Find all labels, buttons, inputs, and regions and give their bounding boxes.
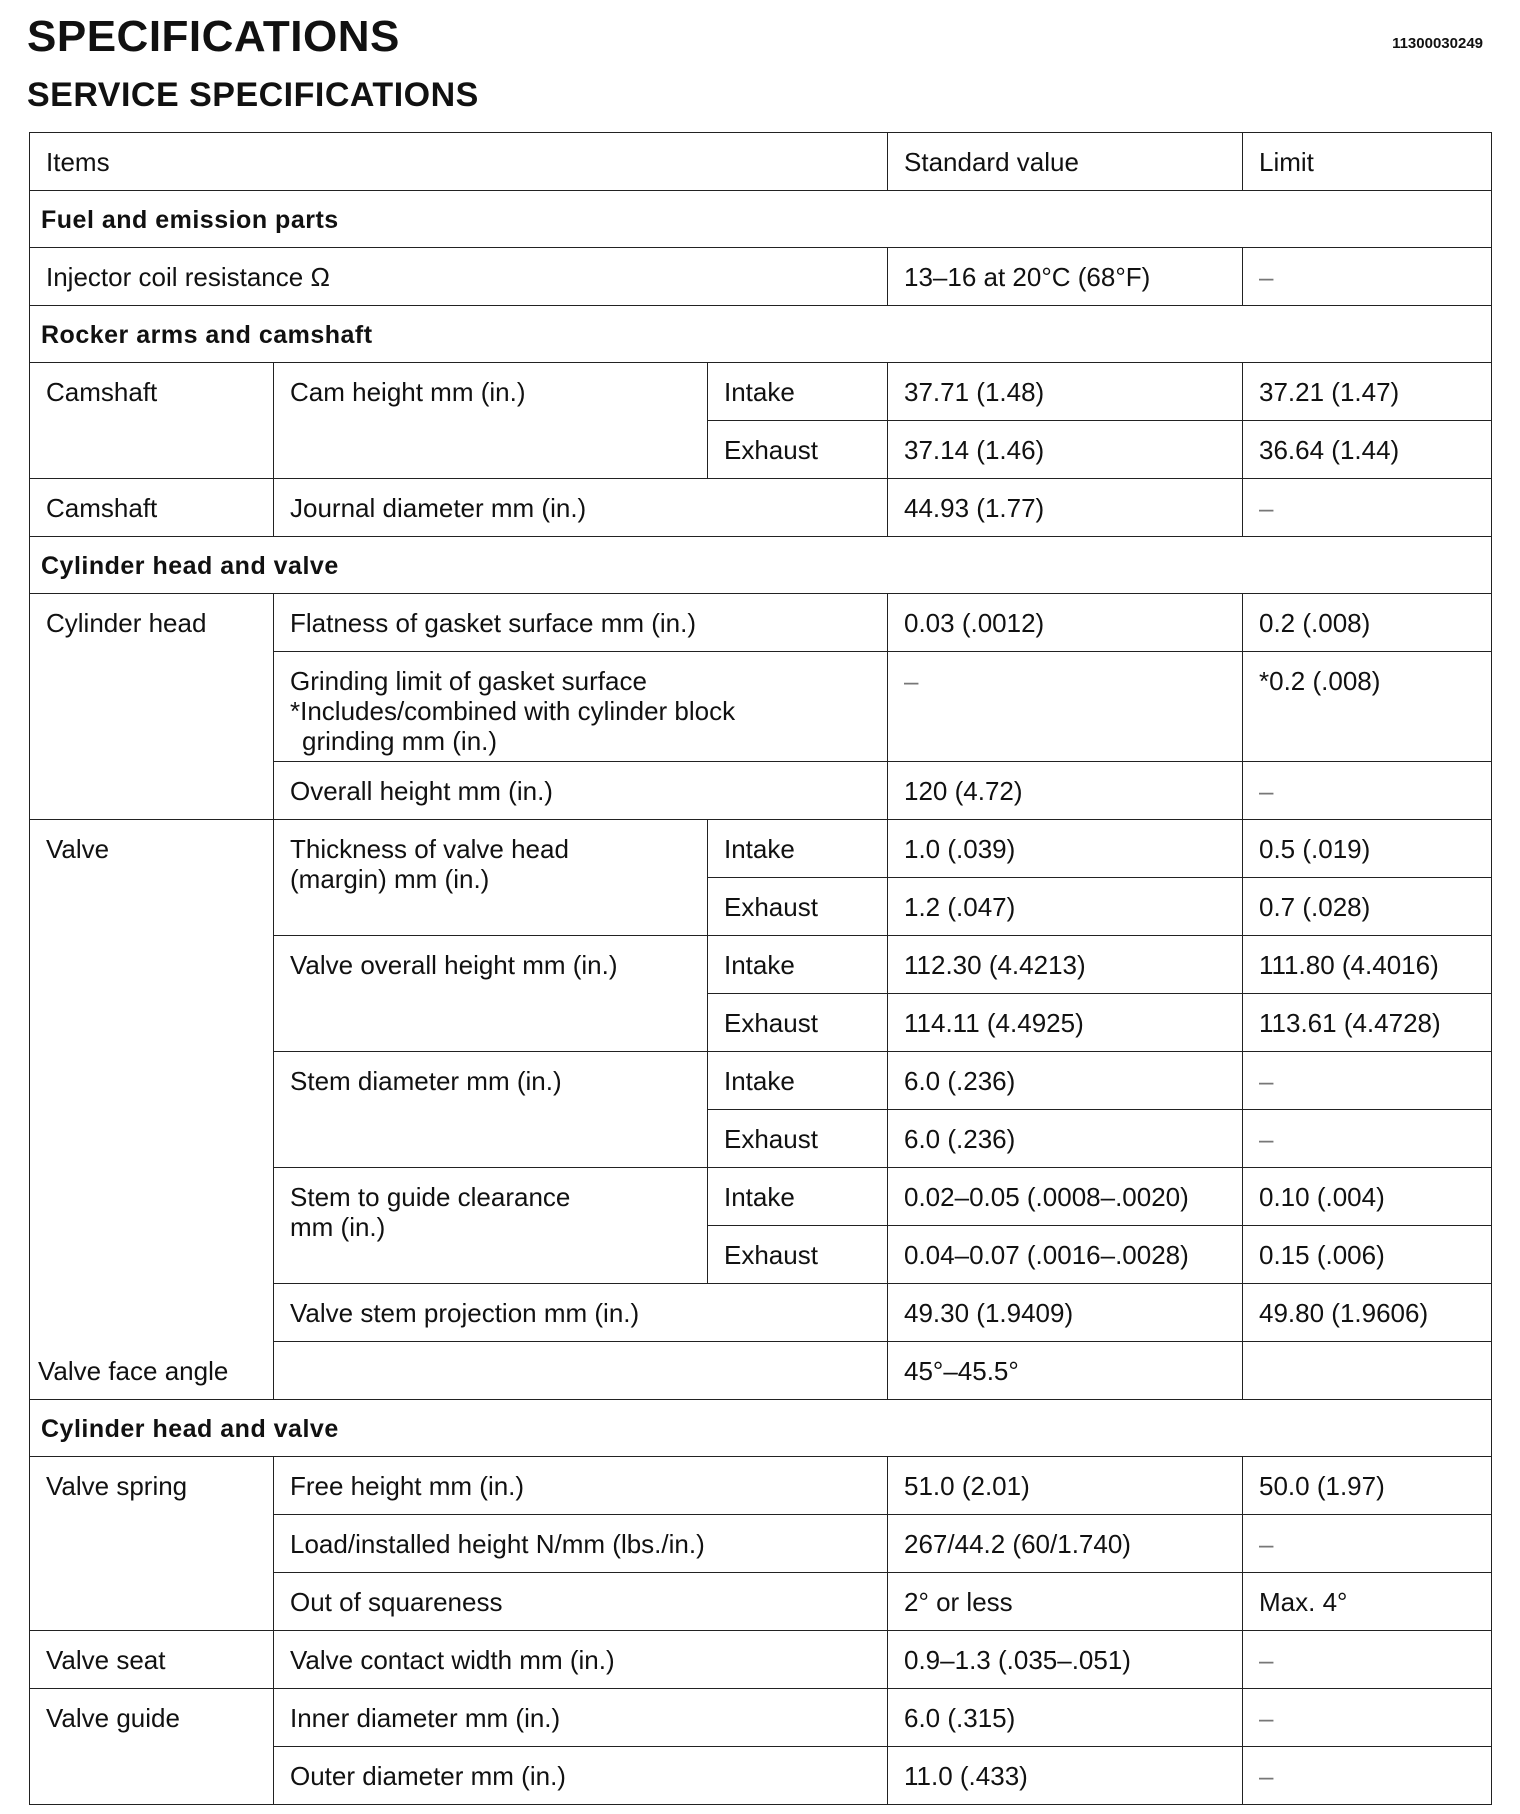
item-valve-guide: Valve guide [30,1689,274,1805]
grinding-line-1: Grinding limit of gasket surface [290,666,647,696]
section-heading-cylinder: Cylinder head and valve [30,537,1492,594]
sub-intake: Intake [708,363,888,421]
item-stem-guide-clearance [274,1168,708,1284]
std-valve-overall-intake: 112.30 (4.4213) [888,936,1243,994]
table-header-row [30,133,1492,191]
document-number: 11300030249 [1392,35,1483,52]
limit-inner-diameter: – [1243,1689,1492,1747]
limit-overall-height: – [1243,762,1492,820]
column-header-items: Items [30,133,888,191]
std-thickness-exhaust: 1.2 (.047) [888,878,1243,936]
item-overall-height: Overall height mm (in.) [274,762,888,820]
std-valve-face-angle: 45°–45.5° [888,1342,1243,1400]
section-subtitle: SERVICE SPECIFICATIONS [27,76,479,114]
std-cam-exhaust: 37.14 (1.46) [888,421,1243,479]
limit-load-installed-height: – [1243,1515,1492,1573]
table-row [30,820,1492,878]
item-stem-projection: Valve stem projection mm (in.) [274,1284,888,1342]
item-valve-spring: Valve spring [30,1457,274,1631]
section-row [30,537,1492,594]
item-cylinder-head: Cylinder head [30,594,274,820]
sub-exhaust: Exhaust [708,1226,888,1284]
item-cam-height: Cam height mm (in.) [274,363,708,479]
sub-exhaust: Exhaust [708,994,888,1052]
section-row [30,191,1492,248]
item-valve: Valve [30,820,274,1400]
std-grinding-limit: – [888,652,1243,762]
column-header-limit: Limit [1243,133,1492,191]
section-heading-cylinder-2: Cylinder head and valve [30,1400,1492,1457]
limit-stem-exhaust: – [1243,1110,1492,1168]
item-injector-coil: Injector coil resistance Ω [30,248,888,306]
std-clearance-exhaust: 0.04–0.07 (.0016–.0028) [888,1226,1243,1284]
item-outer-diameter: Outer diameter mm (in.) [274,1747,888,1805]
std-flatness: 0.03 (.0012) [888,594,1243,652]
thickness-line-1: Thickness of valve head [290,834,569,864]
table-row [30,479,1492,537]
limit-stem-intake: – [1243,1052,1492,1110]
std-out-of-squareness: 2° or less [888,1573,1243,1631]
std-overall-height: 120 (4.72) [888,762,1243,820]
limit-stem-projection: 49.80 (1.9606) [1243,1284,1492,1342]
limit-valve-face-angle [1243,1342,1492,1400]
std-stem-projection: 49.30 (1.9409) [888,1284,1243,1342]
sub-intake: Intake [708,936,888,994]
item-valve-overall-height: Valve overall height mm (in.) [274,936,708,1052]
std-cam-intake: 37.71 (1.48) [888,363,1243,421]
std-contact-width: 0.9–1.3 (.035–.051) [888,1631,1243,1689]
section-heading-rocker: Rocker arms and camshaft [30,306,1492,363]
std-free-height: 51.0 (2.01) [888,1457,1243,1515]
std-load-installed-height: 267/44.2 (60/1.740) [888,1515,1243,1573]
item-contact-width: Valve contact width mm (in.) [274,1631,888,1689]
limit-outer-diameter: – [1243,1747,1492,1805]
table-row [30,1457,1492,1515]
table-row [30,248,1492,306]
limit-valve-overall-exhaust: 113.61 (4.4728) [1243,994,1492,1052]
table-row [30,594,1492,652]
item-inner-diameter: Inner diameter mm (in.) [274,1689,888,1747]
table-row [30,1689,1492,1747]
limit-thickness-intake: 0.5 (.019) [1243,820,1492,878]
limit-valve-overall-intake: 111.80 (4.4016) [1243,936,1492,994]
std-thickness-intake: 1.0 (.039) [888,820,1243,878]
limit-thickness-exhaust: 0.7 (.028) [1243,878,1492,936]
limit-free-height: 50.0 (1.97) [1243,1457,1492,1515]
limit-out-of-squareness: Max. 4° [1243,1573,1492,1631]
table-row [30,1631,1492,1689]
grinding-line-3: grinding mm (in.) [302,726,498,756]
item-load-installed-height: Load/installed height N/mm (lbs./in.) [274,1515,888,1573]
limit-flatness: 0.2 (.008) [1243,594,1492,652]
thickness-line-2: (margin) mm (in.) [290,864,490,894]
limit-grinding-limit: *0.2 (.008) [1243,652,1492,762]
item-flatness: Flatness of gasket surface mm (in.) [274,594,888,652]
clearance-line-1: Stem to guide clearance [290,1182,571,1212]
item-camshaft: Camshaft [30,363,274,479]
table-row [30,1342,1492,1400]
std-valve-overall-exhaust: 114.11 (4.4925) [888,994,1243,1052]
std-injector-coil: 13–16 at 20°C (68°F) [888,248,1243,306]
item-stem-diameter: Stem diameter mm (in.) [274,1052,708,1168]
item-valve-seat: Valve seat [30,1631,274,1689]
sub-exhaust: Exhaust [708,878,888,936]
limit-cam-exhaust: 36.64 (1.44) [1243,421,1492,479]
limit-injector-coil: – [1243,248,1492,306]
item-journal-diameter: Journal diameter mm (in.) [274,479,888,537]
section-row [30,1400,1492,1457]
sub-intake: Intake [708,820,888,878]
item-valve-face-angle: Valve face angle [38,1342,652,1400]
limit-contact-width: – [1243,1631,1492,1689]
sub-intake: Intake [708,1168,888,1226]
clearance-line-2: mm (in.) [290,1212,386,1242]
page-title: SPECIFICATIONS [27,12,400,61]
sub-exhaust: Exhaust [708,421,888,479]
std-stem-intake: 6.0 (.236) [888,1052,1243,1110]
column-header-standard: Standard value [888,133,1243,191]
std-inner-diameter: 6.0 (.315) [888,1689,1243,1747]
std-outer-diameter: 11.0 (.433) [888,1747,1243,1805]
limit-journal-diameter: – [1243,479,1492,537]
limit-clearance-exhaust: 0.15 (.006) [1243,1226,1492,1284]
item-valve-thickness [274,820,708,936]
item-grinding-limit [274,652,888,762]
item-out-of-squareness: Out of squareness [274,1573,888,1631]
grinding-line-2: *Includes/combined with cylinder block [290,696,736,726]
section-heading-fuel: Fuel and emission parts [30,191,1492,248]
item-camshaft: Camshaft [30,479,274,537]
sub-exhaust: Exhaust [708,1110,888,1168]
table-row [30,363,1492,421]
limit-clearance-intake: 0.10 (.004) [1243,1168,1492,1226]
std-clearance-intake: 0.02–0.05 (.0008–.0020) [888,1168,1243,1226]
limit-cam-intake: 37.21 (1.47) [1243,363,1492,421]
section-row [30,306,1492,363]
sub-intake: Intake [708,1052,888,1110]
std-journal-diameter: 44.93 (1.77) [888,479,1243,537]
std-stem-exhaust: 6.0 (.236) [888,1110,1243,1168]
service-specifications-table [29,132,1492,1805]
item-free-height: Free height mm (in.) [274,1457,888,1515]
